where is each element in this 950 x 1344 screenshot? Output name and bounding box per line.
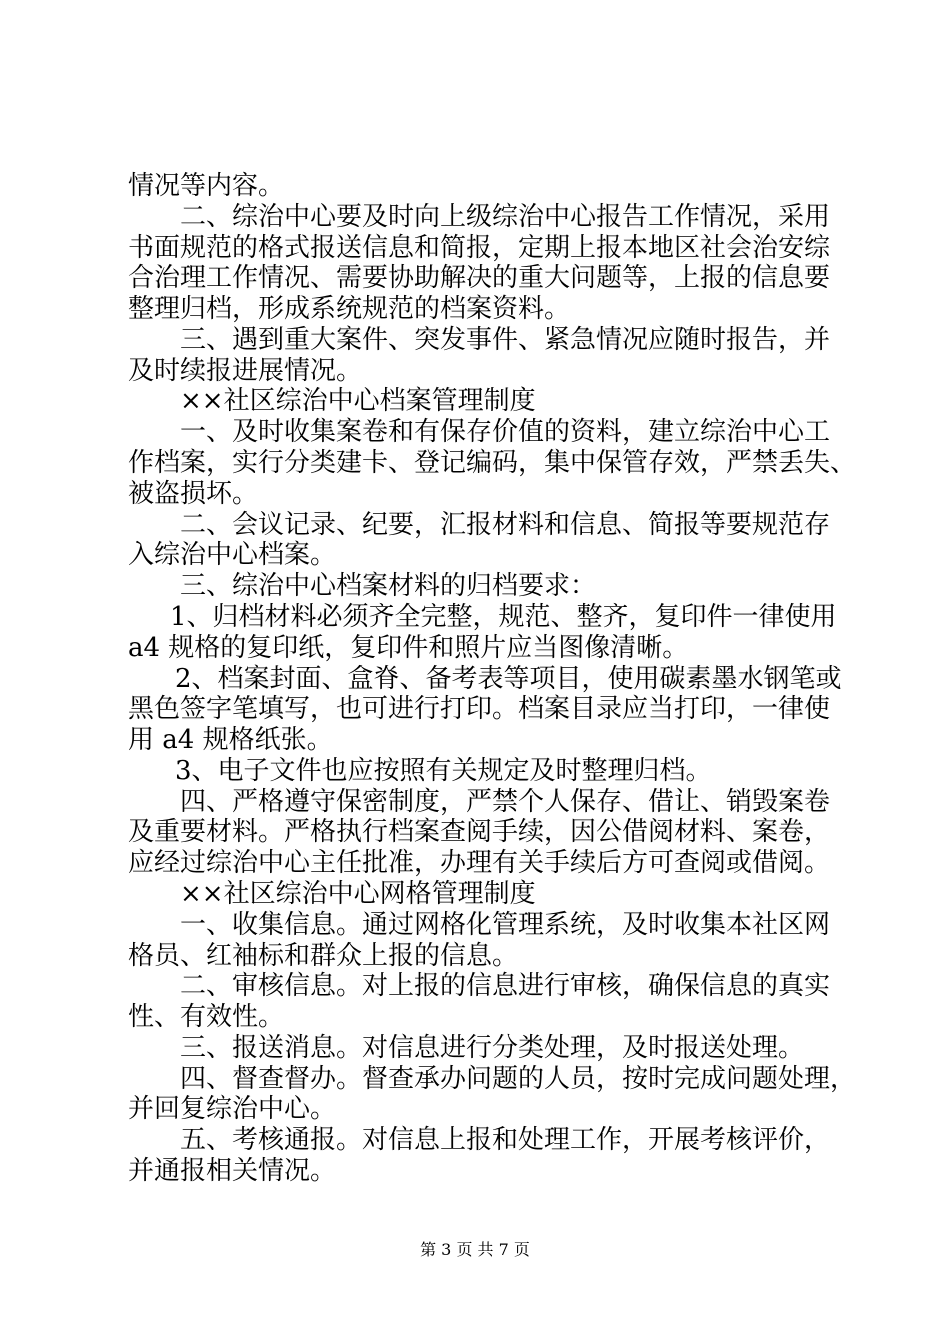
text-line: 三、报送消息。对信息进行分类处理，及时报送处理。 — [180, 1033, 805, 1063]
text-line: 2、档案封面、盒脊、备考表等项目，使用碳素墨水钢笔或 — [175, 664, 842, 694]
text-line: 三、遇到重大案件、突发事件、紧急情况应随时报告，并 — [180, 325, 831, 355]
text-line: 整理归档，形成系统规范的档案资料。 — [128, 294, 571, 324]
text-line: 应经过综治中心主任批准，办理有关手续后方可查阅或借阅。 — [128, 848, 831, 878]
text-line: 性、有效性。 — [128, 1002, 285, 1032]
text-line: a4 规格的复印纸，复印件和照片应当图像清晰。 — [128, 633, 689, 663]
text-line: 四、严格遵守保密制度，严禁个人保存、借让、销毁案卷 — [180, 787, 831, 817]
text-line: 一、及时收集案卷和有保存价值的资料，建立综治中心工 — [180, 417, 831, 447]
text-line: 合治理工作情况、需要协助解决的重大问题等，上报的信息要 — [128, 263, 831, 293]
text-line: 黑色签字笔填写，也可进行打印。档案目录应当打印，一律使 — [128, 694, 831, 724]
text-line: 及重要材料。严格执行档案查阅手续，因公借阅材料、案卷， — [128, 817, 831, 847]
text-line: 情况等内容。 — [128, 171, 285, 201]
text-line: 二、综治中心要及时向上级综治中心报告工作情况，采用 — [180, 202, 831, 232]
text-line: 格员、红袖标和群众上报的信息。 — [128, 941, 519, 971]
section-heading: ××社区综治中心档案管理制度 — [180, 386, 536, 416]
text-line: 及时续报进展情况。 — [128, 356, 363, 386]
text-line: 四、督查督办。督查承办问题的人员，按时完成问题处理， — [180, 1064, 857, 1094]
text-line: 作档案，实行分类建卡、登记编码，集中保管存效，严禁丢失、 — [128, 448, 857, 478]
text-line: 1、归档材料必须齐全完整，规范、整齐，复印件一律使用 — [170, 602, 837, 632]
page-footer: 第 3 页 共 7 页 — [420, 1240, 530, 1259]
text-line: 二、审核信息。对上报的信息进行审核，确保信息的真实 — [180, 971, 831, 1001]
text-line: 二、会议记录、纪要，汇报材料和信息、简报等要规范存 — [180, 510, 831, 540]
text-line: 用 a4 规格纸张。 — [128, 725, 333, 755]
text-line: 一、收集信息。通过网格化管理系统，及时收集本社区网 — [180, 910, 831, 940]
text-line: 书面规范的格式报送信息和简报，定期上报本地区社会治安综 — [128, 233, 831, 263]
text-line: 入综治中心档案。 — [128, 540, 337, 570]
text-line: 并回复综治中心。 — [128, 1094, 337, 1124]
text-line: 并通报相关情况。 — [128, 1156, 337, 1186]
text-line: 被盗损坏。 — [128, 479, 259, 509]
text-line: 五、考核通报。对信息上报和处理工作，开展考核评价， — [180, 1125, 831, 1155]
text-line: 三、综治中心档案材料的归档要求： — [180, 571, 597, 601]
section-heading: ××社区综治中心网格管理制度 — [180, 879, 536, 909]
text-line: 3、电子文件也应按照有关规定及时整理归档。 — [175, 756, 712, 786]
